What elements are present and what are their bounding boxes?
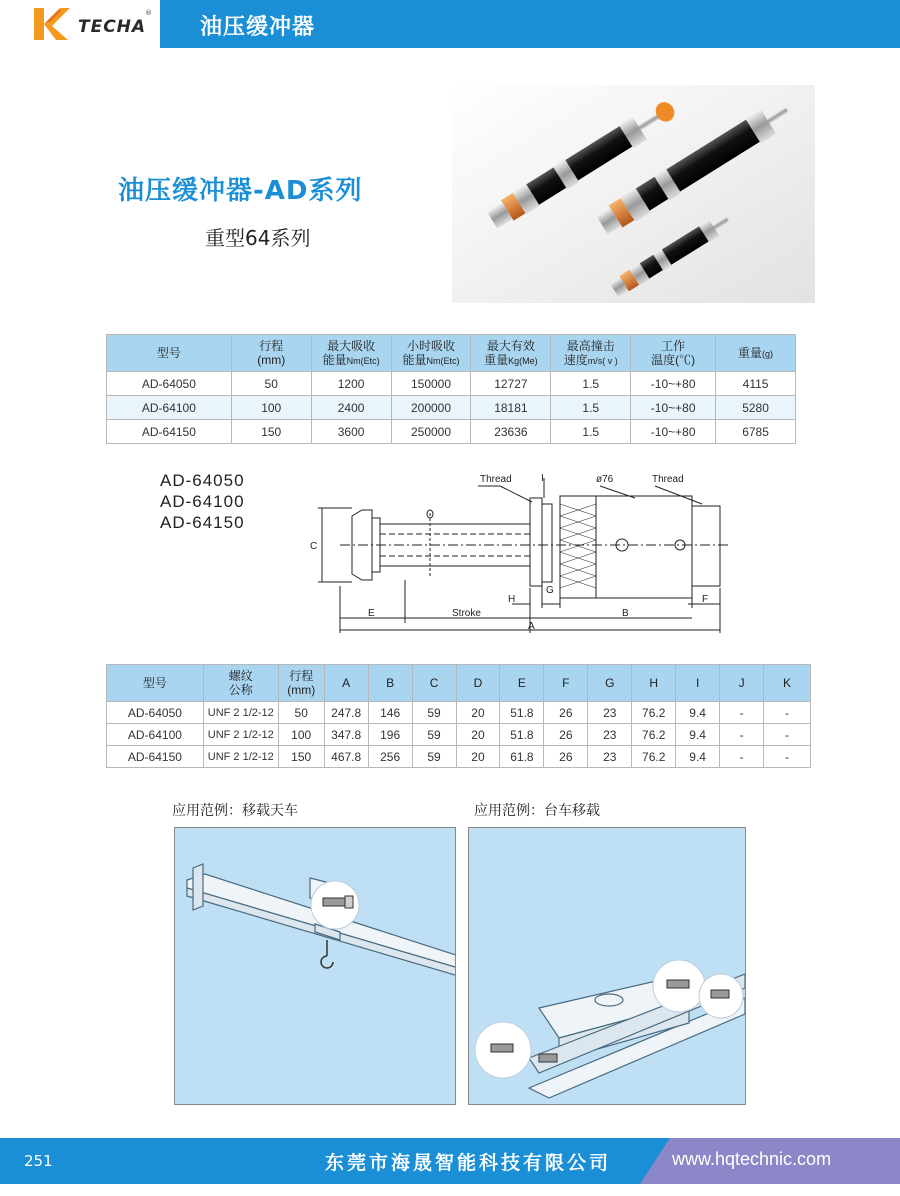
table-cell: 50: [231, 372, 311, 396]
label-h: H: [508, 594, 516, 605]
table-cell: 20: [456, 702, 500, 724]
table-cell: 26: [544, 724, 588, 746]
spec-header-max-weight: 最大有效 重量Kg(Me): [471, 335, 551, 372]
table-cell: 247.8: [324, 702, 368, 724]
table-cell: -: [764, 702, 811, 724]
table-cell: 18181: [471, 396, 551, 420]
table-row: [107, 396, 796, 420]
logo-k-icon: [30, 4, 70, 44]
spec-table: [106, 334, 796, 444]
table-cell: 1.5: [551, 372, 631, 396]
table-cell: UNF 2 1/2-12: [203, 702, 278, 724]
table-cell: 196: [368, 724, 412, 746]
table-cell: AD-64150: [107, 746, 204, 768]
table-cell: 200000: [391, 396, 471, 420]
label-thread-left: Thread: [480, 474, 512, 485]
model-label: AD-64100: [160, 492, 245, 511]
table-cell: -: [720, 746, 764, 768]
label-i: I: [541, 473, 544, 484]
spec-header-model: 型号: [107, 335, 232, 372]
table-cell: 51.8: [500, 724, 544, 746]
table-cell: 1.5: [551, 396, 631, 420]
product-photo: [452, 85, 815, 303]
dim-header-thread: 螺纹 公称: [203, 665, 278, 702]
table-cell: -: [720, 702, 764, 724]
spec-header-weight: 重量(g): [716, 335, 796, 372]
label-a: A: [528, 621, 535, 632]
logo: [0, 0, 160, 48]
table-cell: 3600: [311, 420, 391, 444]
table-cell: 1.5: [551, 420, 631, 444]
logo-text: TECHA: [78, 17, 147, 37]
label-stroke: Stroke: [452, 608, 481, 619]
table-cell: -: [764, 746, 811, 768]
table-cell: 347.8: [324, 724, 368, 746]
table-cell: 100: [278, 724, 324, 746]
table-cell: -: [720, 724, 764, 746]
table-cell: 59: [412, 746, 456, 768]
table-cell: 6785: [716, 420, 796, 444]
model-label: AD-64150: [160, 513, 245, 532]
table-cell: 59: [412, 724, 456, 746]
table-cell: -10~+80: [631, 420, 716, 444]
table-row: [107, 372, 796, 396]
dimension-table: [106, 664, 811, 768]
table-cell: 4115: [716, 372, 796, 396]
label-b: B: [622, 608, 629, 619]
table-cell: -10~+80: [631, 396, 716, 420]
dim-header-k: K: [764, 665, 811, 702]
table-cell: 51.8: [500, 702, 544, 724]
table-cell: 9.4: [676, 746, 720, 768]
table-cell: AD-64150: [107, 420, 232, 444]
spec-header-hour-energy: 小时吸收 能量Nm(Etc): [391, 335, 471, 372]
dim-header-d: D: [456, 665, 500, 702]
website-link[interactable]: www.hqtechnic.com: [672, 1149, 832, 1169]
table-cell: 150: [278, 746, 324, 768]
table-cell: 26: [544, 702, 588, 724]
table-row: [107, 702, 811, 724]
table-cell: AD-64050: [107, 372, 232, 396]
application-label-crane: 应用范例：移载天车: [172, 803, 298, 819]
table-cell: 150000: [391, 372, 471, 396]
dim-header-h: H: [632, 665, 676, 702]
table-cell: 250000: [391, 420, 471, 444]
label-diameter: ø76: [596, 474, 614, 485]
table-cell: 467.8: [324, 746, 368, 768]
dim-header-model: 型号: [107, 665, 204, 702]
label-c: C: [310, 541, 318, 552]
table-row: [107, 746, 811, 768]
dim-header-g: G: [588, 665, 632, 702]
table-cell: 76.2: [632, 724, 676, 746]
table-cell: AD-64100: [107, 396, 232, 420]
table-cell: 20: [456, 724, 500, 746]
table-cell: 61.8: [500, 746, 544, 768]
table-cell: 23: [588, 746, 632, 768]
table-cell: -10~+80: [631, 372, 716, 396]
model-label: AD-64050: [160, 471, 245, 490]
dim-header-j: J: [720, 665, 764, 702]
table-cell: 76.2: [632, 702, 676, 724]
table-row: [107, 724, 811, 746]
application-image-trolley: [468, 827, 746, 1105]
table-cell: 12727: [471, 372, 551, 396]
spec-header-max-energy: 最大吸收 能量Nm(Etc): [311, 335, 391, 372]
dim-header-stroke: 行程 (mm): [278, 665, 324, 702]
dim-table-header: [107, 665, 811, 702]
table-cell: UNF 2 1/2-12: [203, 724, 278, 746]
table-cell: 146: [368, 702, 412, 724]
table-cell: 2400: [311, 396, 391, 420]
table-cell: 59: [412, 702, 456, 724]
table-cell: 50: [278, 702, 324, 724]
table-cell: 26: [544, 746, 588, 768]
spec-table-header: [107, 335, 796, 372]
header-title: 油压缓冲器: [200, 15, 316, 40]
table-cell: 9.4: [676, 702, 720, 724]
dim-header-a: A: [324, 665, 368, 702]
page-number: 251: [24, 1152, 53, 1170]
page-title: 油压缓冲器-AD系列: [118, 176, 363, 206]
dim-header-b: B: [368, 665, 412, 702]
table-cell: 256: [368, 746, 412, 768]
table-cell: -: [764, 724, 811, 746]
application-label-trolley: 应用范例：台车移载: [474, 803, 600, 819]
label-f: F: [702, 594, 709, 605]
company-name: 东莞市海晟智能科技有限公司: [325, 1152, 612, 1174]
table-row: [107, 420, 796, 444]
spec-header-temperature: 工作 温度(℃): [631, 335, 716, 372]
dim-header-c: C: [412, 665, 456, 702]
table-cell: 23: [588, 702, 632, 724]
table-cell: 100: [231, 396, 311, 420]
table-cell: 9.4: [676, 724, 720, 746]
table-cell: 5280: [716, 396, 796, 420]
table-cell: 1200: [311, 372, 391, 396]
table-cell: 150: [231, 420, 311, 444]
page-subtitle: 重型64系列: [205, 226, 311, 250]
dim-header-i: I: [676, 665, 720, 702]
label-thread-right: Thread: [652, 474, 684, 485]
spec-header-stroke: 行程 (mm): [231, 335, 311, 372]
table-cell: 76.2: [632, 746, 676, 768]
spec-header-max-speed: 最高撞击 速度m/s( v ): [551, 335, 631, 372]
table-cell: 20: [456, 746, 500, 768]
dimension-drawing: [300, 468, 730, 638]
table-cell: UNF 2 1/2-12: [203, 746, 278, 768]
dim-header-e: E: [500, 665, 544, 702]
table-cell: 23636: [471, 420, 551, 444]
table-cell: AD-64100: [107, 724, 204, 746]
logo-registered-mark: ®: [145, 9, 152, 17]
table-cell: 23: [588, 724, 632, 746]
application-image-crane: [174, 827, 456, 1105]
label-g: G: [546, 585, 554, 596]
label-e: E: [368, 608, 375, 619]
table-cell: AD-64050: [107, 702, 204, 724]
dim-header-f: F: [544, 665, 588, 702]
model-list: [160, 470, 245, 533]
